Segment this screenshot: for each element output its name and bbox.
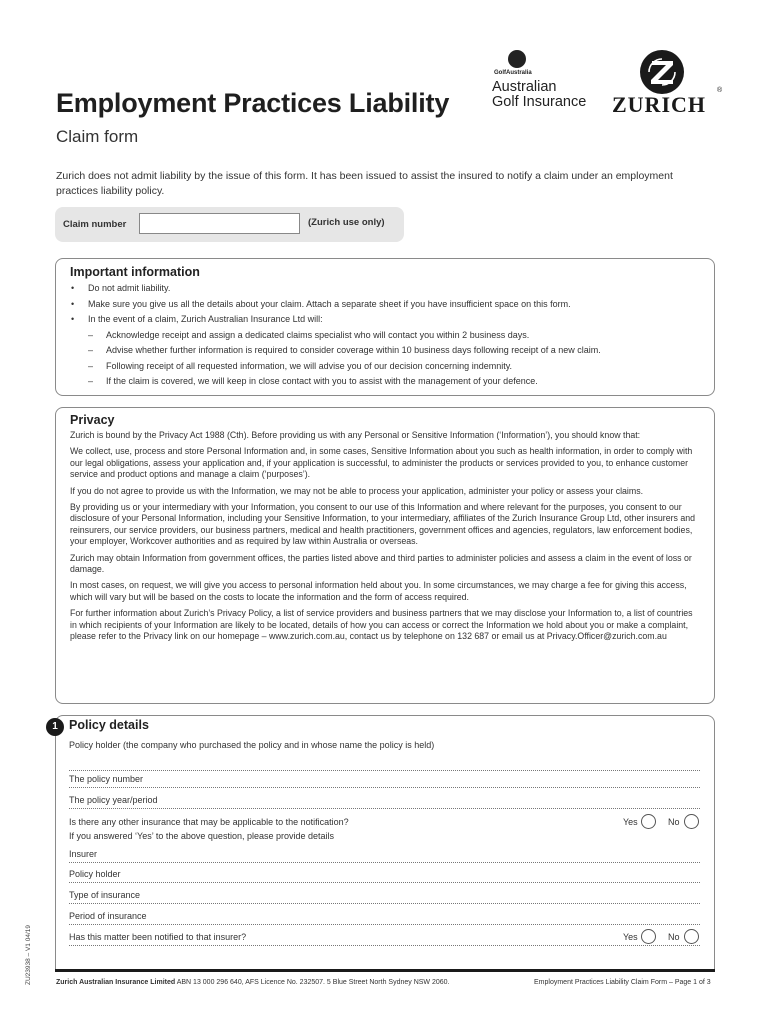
golf-logo-line2: Golf Insurance: [492, 94, 587, 110]
other-insurance-yes-label: Yes: [623, 817, 638, 827]
policy-number-field[interactable]: [69, 774, 700, 788]
intro-text: Zurich does not admit liability by the issue of this form. It has been issued to assist the insured to notify a claim under an employment practices liability policy.: [56, 170, 673, 197]
notified-question: Has this matter been notified to that insurer?: [69, 932, 247, 942]
footer-rule: [55, 969, 715, 972]
policy-details-title: Policy details: [69, 718, 149, 732]
policy-period-field[interactable]: [69, 795, 700, 809]
claim-number-box: [55, 207, 404, 242]
footer-company-name: Zurich Australian Insurance Limited: [56, 979, 176, 986]
privacy-paragraph: By providing us or your intermediary with your Information, you consent to our use of this Information and where relevant for the purposes, you consent to our disclosure of your Personal Information, including your Sensitive Information, to your intermediary, affiliates of the Zurich Insurance Group Ltd, other insurers and reinsurers, our service providers, our business partners, medical and health practitioners, government offices and agencies, regulators, law enforcement bodies, your employer, Workcover authorities and as required by law within Australia or overseas.: [70, 502, 696, 547]
privacy-panel: [55, 407, 715, 704]
important-information-title: Important information: [70, 265, 200, 279]
golf-logo-text: [492, 80, 586, 110]
footer-company-info: [56, 979, 450, 986]
other-policy-holder-label: Policy holder: [69, 869, 121, 879]
period-of-insurance-field[interactable]: [69, 911, 700, 925]
policy-number-label: The policy number: [69, 774, 144, 784]
type-of-insurance-label: Type of insurance: [69, 890, 141, 900]
golf-australia-mark: GolfAustralia: [494, 70, 532, 76]
list-item: – If the claim is covered, we will keep in close contact with you to assist with the management of your defence.: [70, 374, 700, 390]
insurer-field[interactable]: [69, 849, 700, 863]
notified-field: [69, 932, 700, 946]
registered-mark: ®: [717, 87, 723, 94]
list-item: – Following receipt of all requested information, we will advise you of our decision concerning indemnity.: [70, 359, 700, 375]
list-item: • Do not admit liability.: [70, 281, 700, 297]
privacy-paragraph: Zurich may obtain Information from government offices, the parties listed above and third parties to administer policies and assess a claim in the event of loss or damage.: [70, 552, 692, 575]
policy-period-label: The policy year/period: [69, 795, 158, 805]
list-item: • Make sure you give us all the details about your claim. Attach a separate sheet if you have insufficient space on this form.: [70, 297, 700, 313]
footer-page-label: Employment Practices Liability Claim Form – Page 1 of 3: [534, 979, 711, 986]
golf-ball-icon: [508, 50, 526, 68]
footer-company-details: ABN 13 000 296 640, AFS Licence No. 232507. 5 Blue Street North Sydney NSW 2060.: [175, 979, 450, 986]
page-title: Employment Practices Liability: [56, 88, 450, 118]
notified-no-radio[interactable]: [684, 929, 699, 944]
insurer-label: Insurer: [69, 849, 98, 859]
privacy-paragraph: Zurich is bound by the Privacy Act 1988 (Cth). Before providing us with any Personal or Sensitive Information (‘Information’), you should know that:: [70, 430, 641, 440]
form-code: ZU23938 – V1 04/19: [25, 925, 32, 985]
other-insurance-followup: If you answered ‘Yes’ to the above question, please provide details: [69, 831, 335, 841]
notified-yes-label: Yes: [623, 932, 638, 942]
policy-holder-description: Policy holder (the company who purchased the policy and in whose name the policy is held): [69, 740, 435, 750]
period-of-insurance-label: Period of insurance: [69, 911, 147, 921]
zurich-wordmark: ZURICH: [612, 92, 707, 117]
privacy-paragraph: In most cases, on request, we will give you access to personal information held about you. In some circumstances, we may charge a fee for giving this access, which will vary but will be based on the costs to locate the information and the form of access required.: [70, 580, 687, 602]
claim-number-input[interactable]: [139, 213, 300, 234]
claim-number-label: Claim number: [63, 219, 127, 230]
page-subtitle: Claim form: [56, 127, 139, 146]
claim-number-note: (Zurich use only): [308, 217, 385, 228]
list-item: • In the event of a claim, Zurich Australian Insurance Ltd will:: [70, 312, 700, 328]
list-item: – Acknowledge receipt and assign a dedicated claims specialist who will contact you within 2 business days.: [70, 328, 700, 344]
other-policy-holder-field[interactable]: [69, 869, 700, 883]
other-insurance-yes-radio[interactable]: [641, 814, 656, 829]
section-number-badge: 1: [46, 718, 64, 736]
notified-no-label: No: [668, 932, 680, 942]
privacy-paragraph: For further information about Zurich’s Privacy Policy, a list of service providers and business partners that we may disclose your Information to, a list of countries in which recipients of your Information are likely to be located, details of how you can access or correct the Information we hold about you or make a complaint, please refer to the Privacy link on our homepage – www.zurich.com.au, contact us by telephone on 132 687 or email us at Privacy.Officer@zurich.com.au: [70, 608, 693, 642]
privacy-paragraph: We collect, use, process and store Personal Information and, in some cases, Sensitive Information about you such as health information, in order to comply with our legal obligations, assess your application and, if your application is successful, to administer the products or services provided to you, to enhance customer service and product options and manage a claim (‘purposes’).: [70, 446, 693, 480]
type-of-insurance-field[interactable]: [69, 890, 700, 904]
other-insurance-no-radio[interactable]: [684, 814, 699, 829]
other-insurance-question: Is there any other insurance that may be applicable to the notification?: [69, 817, 349, 827]
list-item: – Advise whether further information is required to consider coverage within 10 business days following receipt of a new claim.: [70, 343, 700, 359]
important-list: [70, 281, 700, 390]
policy-holder-field[interactable]: [69, 757, 700, 771]
privacy-title: Privacy: [70, 413, 115, 427]
privacy-paragraph: If you do not agree to provide us with the Information, we may not be able to process your application, administer your policy or assess your claims.: [70, 485, 644, 496]
golf-logo-line1: Australian: [492, 79, 557, 95]
notified-yes-radio[interactable]: [641, 929, 656, 944]
other-insurance-no-label: No: [668, 817, 680, 827]
zurich-emblem-icon: [640, 50, 684, 94]
important-information-panel: [55, 258, 715, 396]
